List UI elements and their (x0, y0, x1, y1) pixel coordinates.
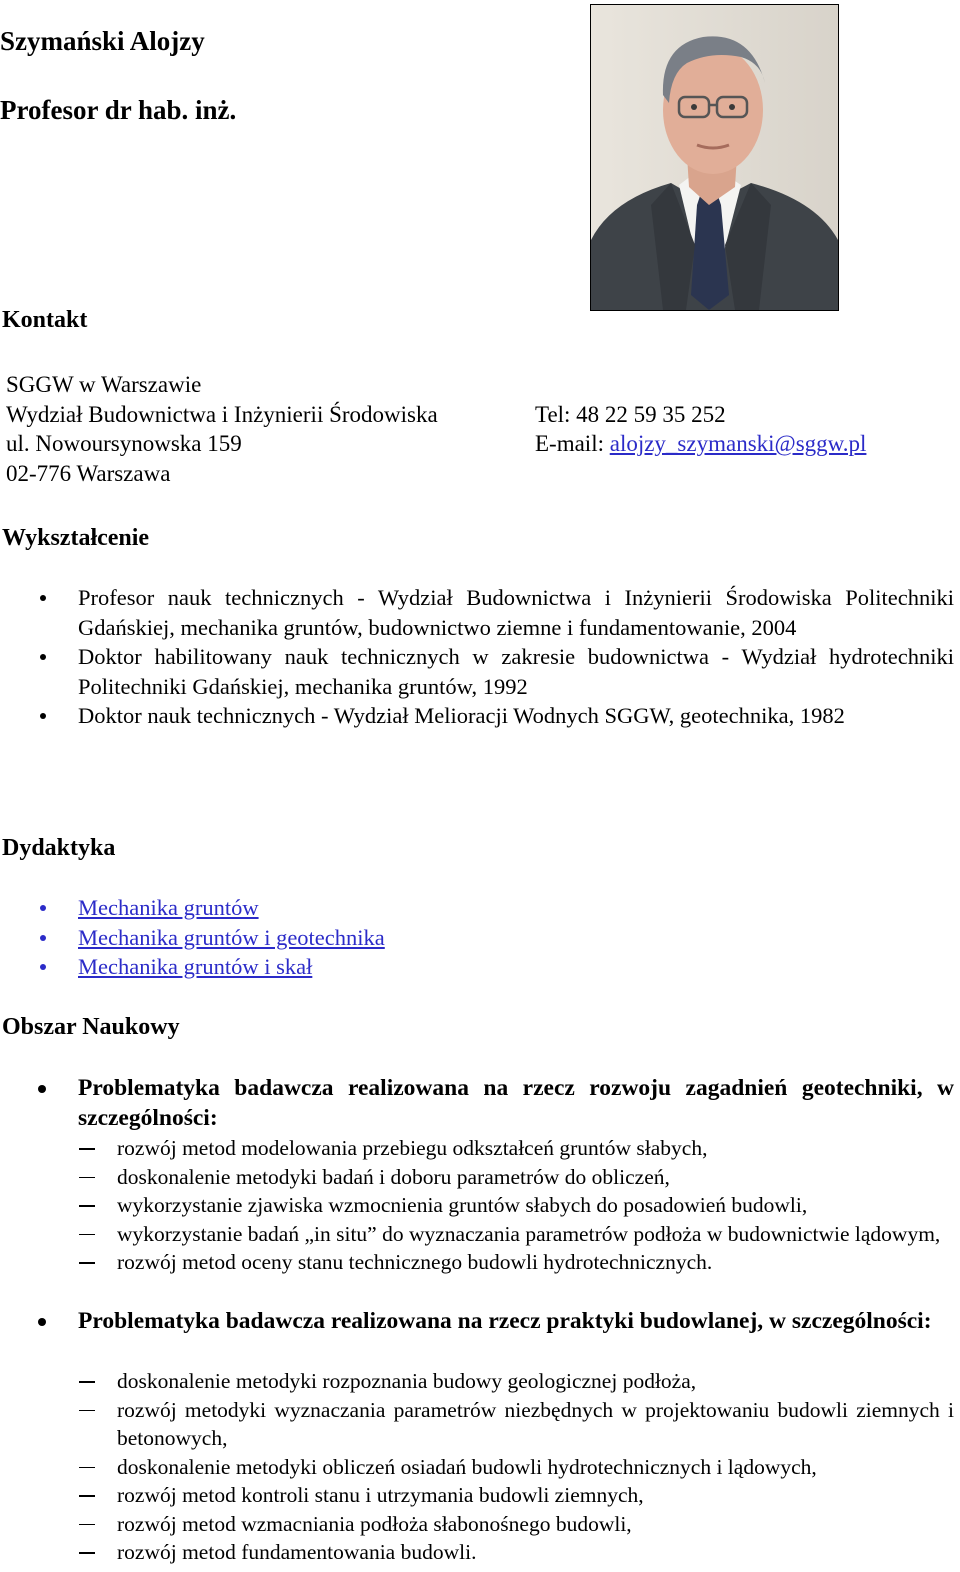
address-institution: SGGW w Warszawie (6, 372, 202, 397)
education-heading: Wykształcenie (2, 525, 150, 551)
portrait-photo (590, 4, 839, 311)
research-item: doskonalenie metodyki rozpoznania budowy geologicznej podłoża, (117, 1367, 954, 1396)
research-item: doskonalenie metodyki obliczeń osiadań budowli hydrotechnicznych i lądowych, (117, 1453, 954, 1482)
research-group-1-items (117, 1134, 954, 1277)
teaching-item (78, 952, 954, 982)
email-label: E-mail: (535, 431, 610, 456)
research-group-2 (78, 1307, 954, 1337)
contact-heading: Kontakt (2, 307, 88, 333)
education-list (78, 583, 954, 731)
email-link[interactable]: alojzy_szymanski@sggw.pl (609, 431, 867, 456)
research-group-title: Problematyka badawcza realizowana na rzecz rozwoju zagadnień geotechniki, w szczególności: (78, 1074, 954, 1133)
phone-number: Tel: 48 22 59 35 252 (535, 402, 726, 427)
email-row (535, 429, 866, 459)
address-street: ul. Nowoursynowska 159 (6, 431, 242, 456)
research-item: rozwój metod kontroli stanu i utrzymania budowli ziemnych, (117, 1481, 954, 1510)
course-link-soil-mechanics-geotechnics[interactable]: Mechanika gruntów i geotechnika (78, 924, 385, 950)
address-city: 02-776 Warszawa (6, 461, 171, 486)
research-item: rozwój metod fundamentowania budowli. (117, 1538, 954, 1567)
research-item: rozwój metod modelowania przebiegu odkształceń gruntów słabych, (117, 1134, 954, 1163)
teaching-item (78, 923, 954, 953)
education-item: Doktor habilitowany nauk technicznych w zakresie budownictwa - Wydział hydrotechniki Politechniki Gdańskiej, mechanika gruntów, 1992 (78, 642, 954, 701)
education-item: Doktor nauk technicznych - Wydział Melioracji Wodnych SGGW, geotechnika, 1982 (78, 701, 954, 731)
research-item: rozwój metod oceny stanu technicznego budowli hydrotechnicznych. (117, 1248, 954, 1277)
research-item: rozwój metodyki wyznaczania parametrów niezbędnych w projektowaniu budowli ziemnych i betonowych, (117, 1396, 954, 1453)
research-item: doskonalenie metodyki badań i doboru parametrów do obliczeń, (117, 1163, 954, 1192)
research-item: rozwój metod wzmacniania podłoża słabonośnego budowli, (117, 1510, 954, 1539)
academic-title: Profesor dr hab. inż. (0, 95, 237, 125)
course-link-soil-mechanics[interactable]: Mechanika gruntów (78, 895, 259, 920)
teaching-item (78, 893, 954, 923)
research-group-2-items (117, 1367, 954, 1567)
research-group-title: Problematyka badawcza realizowana na rzecz praktyki budowlanej, w szczególności: (78, 1307, 954, 1337)
teaching-list (78, 893, 954, 982)
research-group-1 (78, 1074, 954, 1133)
research-item: wykorzystanie badań „in situ” do wyznaczania parametrów podłoża w budownictwie lądowym, (117, 1220, 954, 1249)
research-item: wykorzystanie zjawiska wzmocnienia gruntów słabych do posadowień budowli, (117, 1191, 954, 1220)
research-heading: Obszar Naukowy (2, 1014, 180, 1040)
address-faculty: Wydział Budownictwa i Inżynierii Środowiska (6, 402, 438, 427)
course-link-soil-rock-mechanics[interactable]: Mechanika gruntów i skał (78, 954, 313, 980)
teaching-heading: Dydaktyka (2, 835, 116, 861)
education-item: Profesor nauk technicznych - Wydział Budownictwa i Inżynierii Środowiska Politechniki Gdańskiej, mechanika gruntów, budownictwo ziemne i fundamentowanie, 2004 (78, 583, 954, 642)
person-name: Szymański Alojzy (0, 26, 205, 56)
